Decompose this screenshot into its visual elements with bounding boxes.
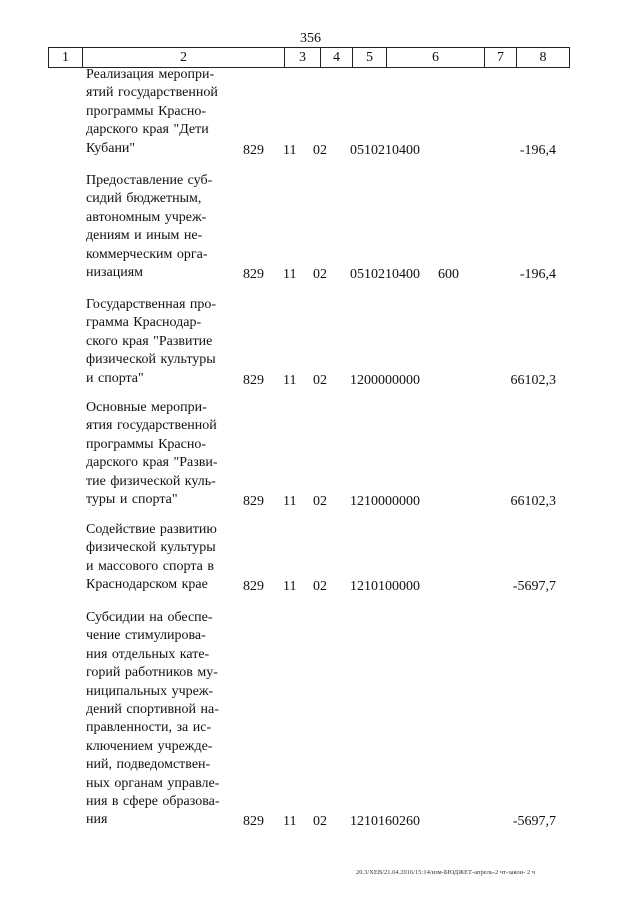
- row-description: [86, 609, 234, 830]
- amount: 66102,3: [510, 494, 556, 509]
- footer-note: 20.3/ХЕВ/21.04.2016/15:14/изм-БЮДЖЕТ-апрель-2 чт-закон- 2 ч: [356, 869, 536, 876]
- ministry-code: 829: [243, 372, 264, 388]
- description-line: Содействие развитию: [86, 522, 217, 537]
- header-col-1: 1: [49, 48, 83, 67]
- row-description: [86, 296, 234, 388]
- description-line: ского края "Развитие: [86, 333, 213, 349]
- section-code: 11: [283, 142, 297, 158]
- description-line: Государственная про-: [86, 297, 217, 312]
- description-line: дениям и иным не-: [86, 228, 203, 244]
- description-line: Кубани": [86, 140, 136, 156]
- page-number: 356: [300, 31, 321, 46]
- description-line: ний, подведомствен-: [86, 757, 211, 773]
- target-article-code: 1210000000: [350, 494, 420, 509]
- ministry-code: 829: [243, 579, 264, 595]
- row-description: [86, 172, 234, 282]
- header-col-7: 7: [485, 48, 517, 67]
- target-article-code: 1210160260: [350, 814, 420, 830]
- subsection-code: 02: [313, 142, 327, 158]
- amount: -5697,7: [512, 579, 556, 595]
- description-line: горий работников му-: [86, 665, 218, 681]
- section-code: 11: [283, 267, 297, 282]
- description-line: коммерческим орга-: [86, 246, 208, 262]
- description-line: ключением учрежде-: [86, 738, 213, 754]
- expense-type-code: 600: [438, 267, 459, 282]
- description-line: низациям: [86, 265, 144, 281]
- description-line: дарского края "Разви-: [86, 455, 218, 471]
- section-code: 11: [283, 579, 297, 595]
- description-line: Субсидии на обеспе-: [86, 610, 213, 625]
- description-line: программы Красно-: [86, 436, 206, 452]
- row-description: [86, 399, 234, 509]
- row-description: [86, 66, 234, 158]
- header-col-6: 6: [387, 48, 485, 67]
- target-article-code: 0510210400: [350, 142, 420, 158]
- description-line: грамма Краснодар-: [86, 315, 202, 331]
- subsection-code: 02: [313, 267, 327, 282]
- amount: -196,4: [519, 142, 556, 158]
- description-line: Краснодарском крае: [86, 577, 208, 593]
- target-article-code: 0510210400: [350, 267, 420, 282]
- target-article-code: 1200000000: [350, 372, 420, 388]
- description-line: сидий бюджетным,: [86, 191, 202, 207]
- description-line: программы Красно-: [86, 103, 206, 119]
- description-line: и массового спорта в: [86, 558, 214, 574]
- description-line: Основные меропри-: [86, 400, 207, 415]
- header-col-3: 3: [285, 48, 321, 67]
- header-col-2: 2: [83, 48, 285, 67]
- description-line: физической культуры: [86, 352, 216, 368]
- row-description: [86, 521, 234, 595]
- amount: -196,4: [519, 267, 556, 282]
- header-col-8: 8: [539, 50, 547, 65]
- header-col-4: 4: [321, 48, 353, 67]
- description-line: ятия государственной: [86, 418, 217, 434]
- description-line: правленности, за ис-: [86, 720, 212, 736]
- description-line: ниципальных учреж-: [86, 683, 214, 699]
- description-line: ния отдельных кате-: [86, 646, 210, 662]
- description-line: Предоставление суб-: [86, 173, 213, 188]
- description-line: автономным учреж-: [86, 209, 207, 225]
- amount: -5697,7: [512, 814, 556, 830]
- description-line: Реализация меропри-: [86, 67, 215, 82]
- ministry-code: 829: [243, 267, 264, 282]
- section-code: 11: [283, 814, 297, 830]
- ministry-code: 829: [243, 142, 264, 158]
- amount: 66102,3: [510, 372, 556, 388]
- description-line: тие физической куль-: [86, 473, 216, 489]
- header-col-5: 5: [353, 48, 387, 67]
- description-line: туры и спорта": [86, 492, 178, 508]
- description-line: дений спортивной на-: [86, 702, 219, 718]
- target-article-code: 1210100000: [350, 579, 420, 595]
- subsection-code: 02: [313, 494, 327, 509]
- description-line: физической культуры: [86, 540, 216, 556]
- description-line: дарского края "Дети: [86, 122, 209, 138]
- table-header: [48, 47, 570, 68]
- description-line: ятий государственной: [86, 85, 218, 101]
- ministry-code: 829: [243, 494, 264, 509]
- description-line: чение стимулирова-: [86, 628, 206, 644]
- description-line: ных органам управле-: [86, 775, 220, 791]
- description-line: ния в сфере образова-: [86, 794, 220, 810]
- description-line: ния: [86, 812, 108, 828]
- subsection-code: 02: [313, 579, 327, 595]
- description-line: и спорта": [86, 370, 144, 386]
- subsection-code: 02: [313, 814, 327, 830]
- section-code: 11: [283, 494, 297, 509]
- section-code: 11: [283, 372, 297, 388]
- subsection-code: 02: [313, 372, 327, 388]
- ministry-code: 829: [243, 814, 264, 830]
